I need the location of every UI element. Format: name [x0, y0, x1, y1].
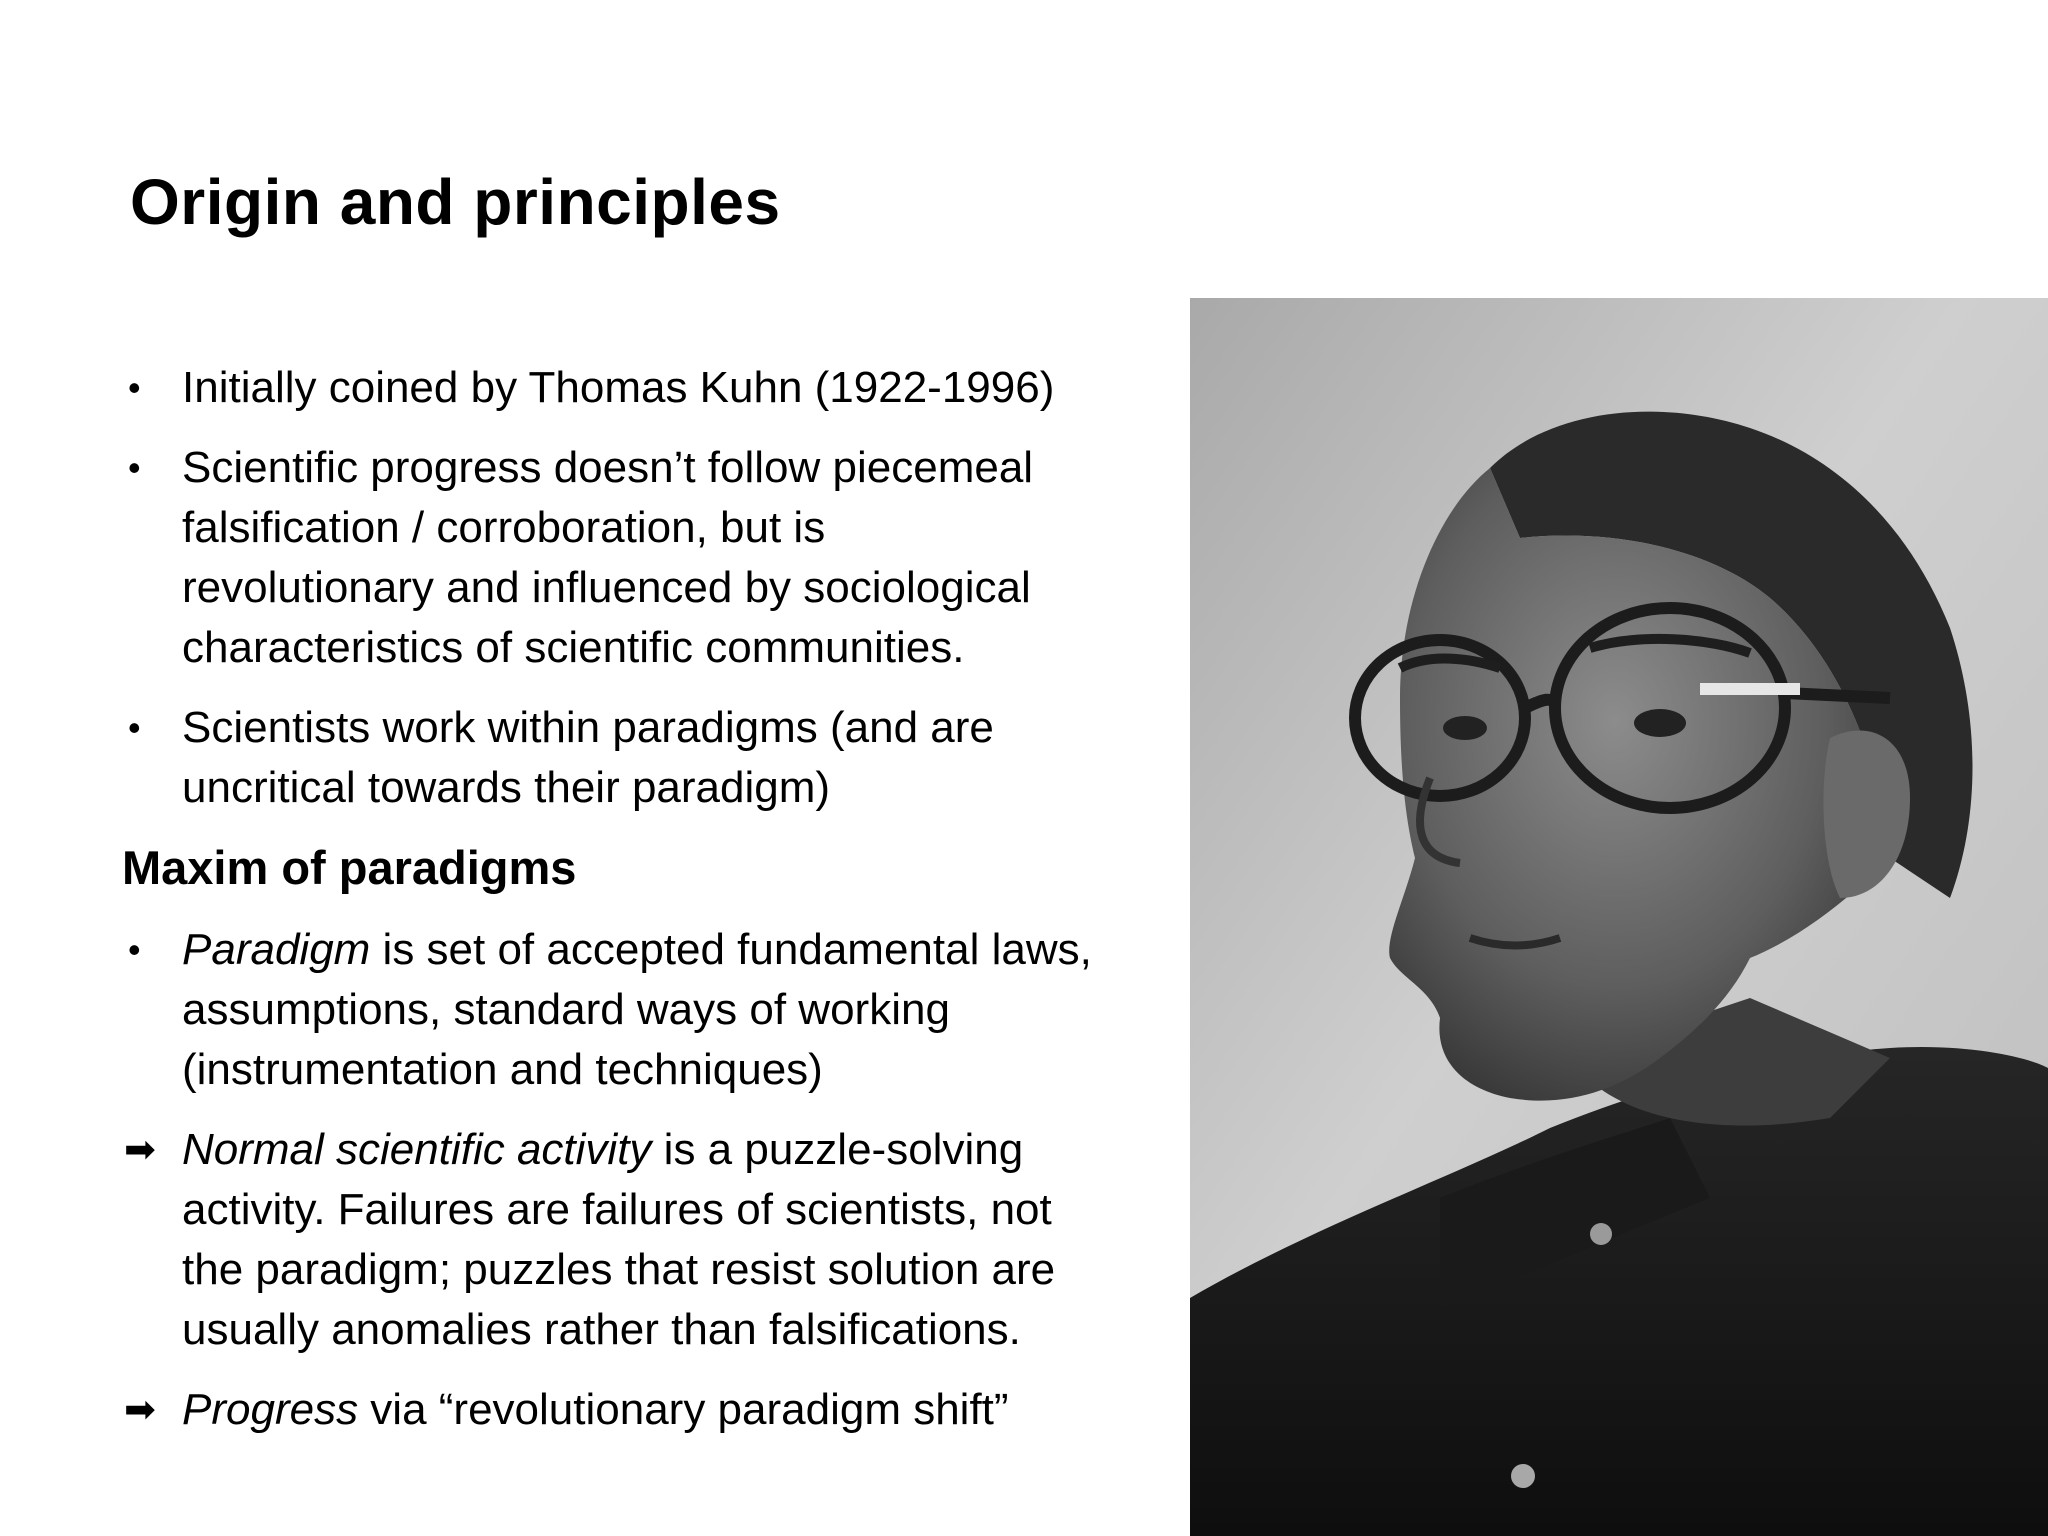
- arrow-text: [182, 1120, 1184, 1180]
- bullet-marker: •: [128, 447, 141, 488]
- bullet-text: (instrumentation and techniques): [182, 1045, 823, 1094]
- slide-title: Origin and principles: [130, 166, 781, 238]
- bullet-text: characteristics of scientific communities.: [182, 623, 965, 672]
- arrow-icon: ➡: [124, 1389, 156, 1431]
- bullet-text: revolutionary and influenced by sociological: [182, 563, 1031, 612]
- slide-content: [124, 358, 1184, 1460]
- arrow-item: [124, 1120, 1184, 1360]
- bullet-text: Scientists work within paradigms (and are: [182, 703, 994, 752]
- bullet-text: uncritical towards their paradigm): [182, 763, 831, 812]
- portrait-image: [1190, 298, 2048, 1536]
- emphasis-term: Normal scientific activity: [182, 1125, 652, 1174]
- bullet-marker: •: [128, 367, 141, 408]
- arrow-item: [124, 1380, 1184, 1440]
- emphasis-term: Paradigm: [182, 925, 371, 974]
- bullet-text: Scientific progress doesn’t follow piecemeal: [182, 443, 1034, 492]
- arrow-icon: ➡: [124, 1129, 156, 1171]
- bullet-text: assumptions, standard ways of working: [182, 985, 950, 1034]
- section-heading: Maxim of paradigms: [122, 841, 577, 894]
- bullet-item: [124, 358, 1184, 418]
- arrow-text: usually anomalies rather than falsifications.: [182, 1305, 1021, 1354]
- bullet-text-rest: is set of accepted fundamental laws,: [370, 925, 1092, 974]
- bullet-item: [124, 920, 1184, 1100]
- bullet-item: [124, 438, 1184, 678]
- bullet-marker: •: [128, 707, 141, 748]
- arrow-text: the paradigm; puzzles that resist solution are: [182, 1245, 1056, 1294]
- portrait-photo: [1190, 298, 2048, 1536]
- emphasis-term: Progress: [182, 1385, 359, 1434]
- bullet-text: Initially coined by Thomas Kuhn (1922-1996): [182, 363, 1055, 412]
- bullet-text: [182, 920, 1184, 980]
- bullet-marker: •: [128, 929, 141, 970]
- arrow-text: [182, 1380, 1184, 1440]
- arrow-text: activity. Failures are failures of scientists, not: [182, 1185, 1052, 1234]
- bullet-text: falsification / corroboration, but is: [182, 503, 826, 552]
- arrow-text-rest: is a puzzle-solving: [651, 1125, 1024, 1174]
- arrow-text-rest: via “revolutionary paradigm shift”: [358, 1385, 1009, 1434]
- bullet-item: [124, 698, 1184, 818]
